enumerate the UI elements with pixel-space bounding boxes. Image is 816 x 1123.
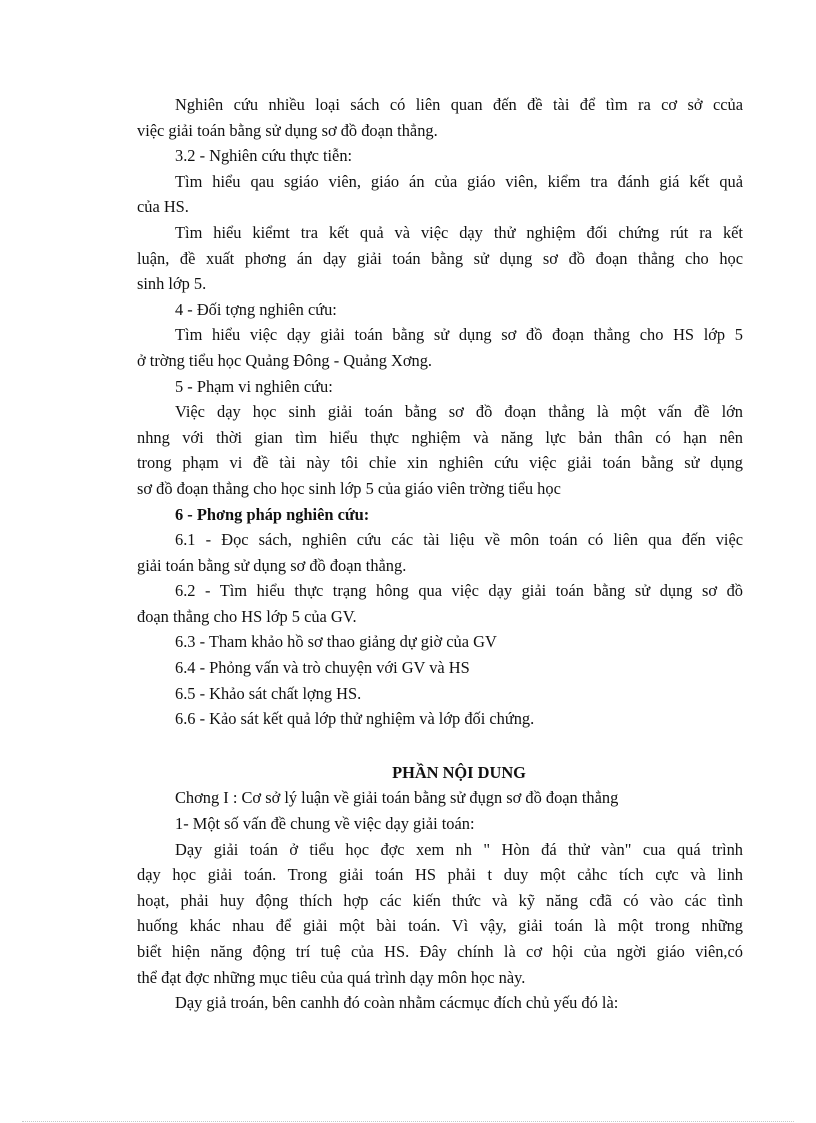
- subsection-heading: 3.2 - Nghiên cứu thực tiễn:: [175, 146, 353, 166]
- body-paragraph: đoạn thẳng cho HS lớp 5 của GV.: [137, 606, 357, 626]
- body-paragraph: dạy học giải toán. Trong giải toán HS phải t duy một cảhc tích cực và linh: [137, 865, 743, 885]
- body-paragraph: của HS.: [137, 197, 189, 217]
- body-paragraph: Tìm hiểu kiểmt tra kết quả và việc dạy thử nghiệm đối chứng rút ra kết: [175, 222, 743, 242]
- list-item: 6.4 - Phỏng vấn và trò chuyện với GV và HS: [175, 658, 470, 678]
- subsection-heading: 1- Một số vấn đề chung về việc dạy giải toán:: [175, 814, 475, 834]
- body-paragraph: luận, đề xuất phơng án dạy giải toán bằng sử dụng sơ đồ đoạn thẳng cho học: [137, 248, 743, 268]
- chapter-title: Chơng I : Cơ sở lý luận về giải toán bằng sử đụgn sơ đồ đoạn thẳng: [175, 788, 619, 808]
- body-paragraph: Việc dạy học sinh giải toán bằng sơ đồ đoạn thẳng là một vấn đề lớn: [175, 402, 743, 422]
- body-paragraph: biểt hiện năng động trí tuệ của HS. Đây chính là cơ hội của ngời giáo viên,có: [137, 942, 743, 961]
- body-paragraph: trong phạm vi đề tài này tôi chỉe xin nghiên cứu việc giải toán bằng sử dụng: [137, 453, 743, 473]
- subsection-heading: 4 - Đối tợng nghiên cứu:: [175, 299, 337, 319]
- body-paragraph: ở trờng tiểu học Quảng Đông - Quảng Xơng.: [137, 350, 433, 370]
- body-paragraph: 6.2 - Tìm hiểu thực trạng hông qua việc dạy giải toán bằng sử dụng sơ đồ: [175, 581, 743, 601]
- body-paragraph: Nghiên cứu nhiều loại sách có liên quan đến đề tài để tìm ra cơ sở ccủa: [175, 95, 743, 114]
- body-paragraph: sơ đồ đoạn thẳng cho học sinh lớp 5 của giáo viên trờng tiểu học: [137, 478, 561, 498]
- section-heading: PHẦN NỘI DUNG: [392, 762, 526, 782]
- body-paragraph: Dạy giải toán ở tiểu học đợc xem nh " Hòn đá thử vàn" cua quá trình: [175, 839, 743, 859]
- body-paragraph: Tìm hiểu qau sgiáo viên, giáo án của giáo viên, kiểm tra đánh giá kết quả: [175, 171, 743, 191]
- list-item: 6.5 - Khảo sát chất lợng HS.: [175, 683, 362, 703]
- page-bottom-border: [22, 1121, 794, 1122]
- body-paragraph: nhng với thời gian tìm hiểu thực nghiệm và năng lực bản thân có hạn nên: [137, 427, 743, 447]
- body-paragraph: Tìm hiểu việc dạy giải toán bằng sử dụng sơ đồ đoạn thẳng cho HS lớp 5: [175, 325, 743, 345]
- body-paragraph: sinh lớp 5.: [137, 274, 207, 294]
- body-paragraph: huống khác nhau để giải một bài toán. Vì vậy, giải toán là một trong những: [137, 916, 743, 936]
- subsection-heading: 5 - Phạm vi nghiên cứu:: [175, 376, 333, 396]
- subsection-heading-bold: 6 - Phơng pháp nghiên cứu:: [175, 504, 370, 524]
- body-paragraph: hoạt, phải huy động thích hợp các kiến thức và kỹ năng cđã có vào các tình: [137, 890, 743, 910]
- body-paragraph: Dạy giả troán, bên canhh đó coàn nhằm cácmục đích chủ yếu đó là:: [175, 993, 619, 1013]
- body-paragraph: việc giải toán bằng sử dụng sơ đồ đoạn thẳng.: [137, 120, 438, 140]
- body-paragraph: thể đạt đợc những mục tiêu của quá trình dạy môn học này.: [137, 967, 526, 987]
- list-item: 6.6 - Kảo sát kết quả lớp thử nghiệm và lớp đối chứng.: [175, 709, 535, 729]
- body-paragraph: giải toán bằng sử dụng sơ đồ đoạn thẳng.: [137, 555, 407, 575]
- document-body: [137, 92, 743, 1016]
- list-item: 6.3 - Tham khảo hồ sơ thao giảng dự giờ của GV: [175, 632, 497, 652]
- body-paragraph: 6.1 - Đọc sách, nghiên cứu các tài liệu về môn toán có liên qua đến việc: [175, 530, 743, 550]
